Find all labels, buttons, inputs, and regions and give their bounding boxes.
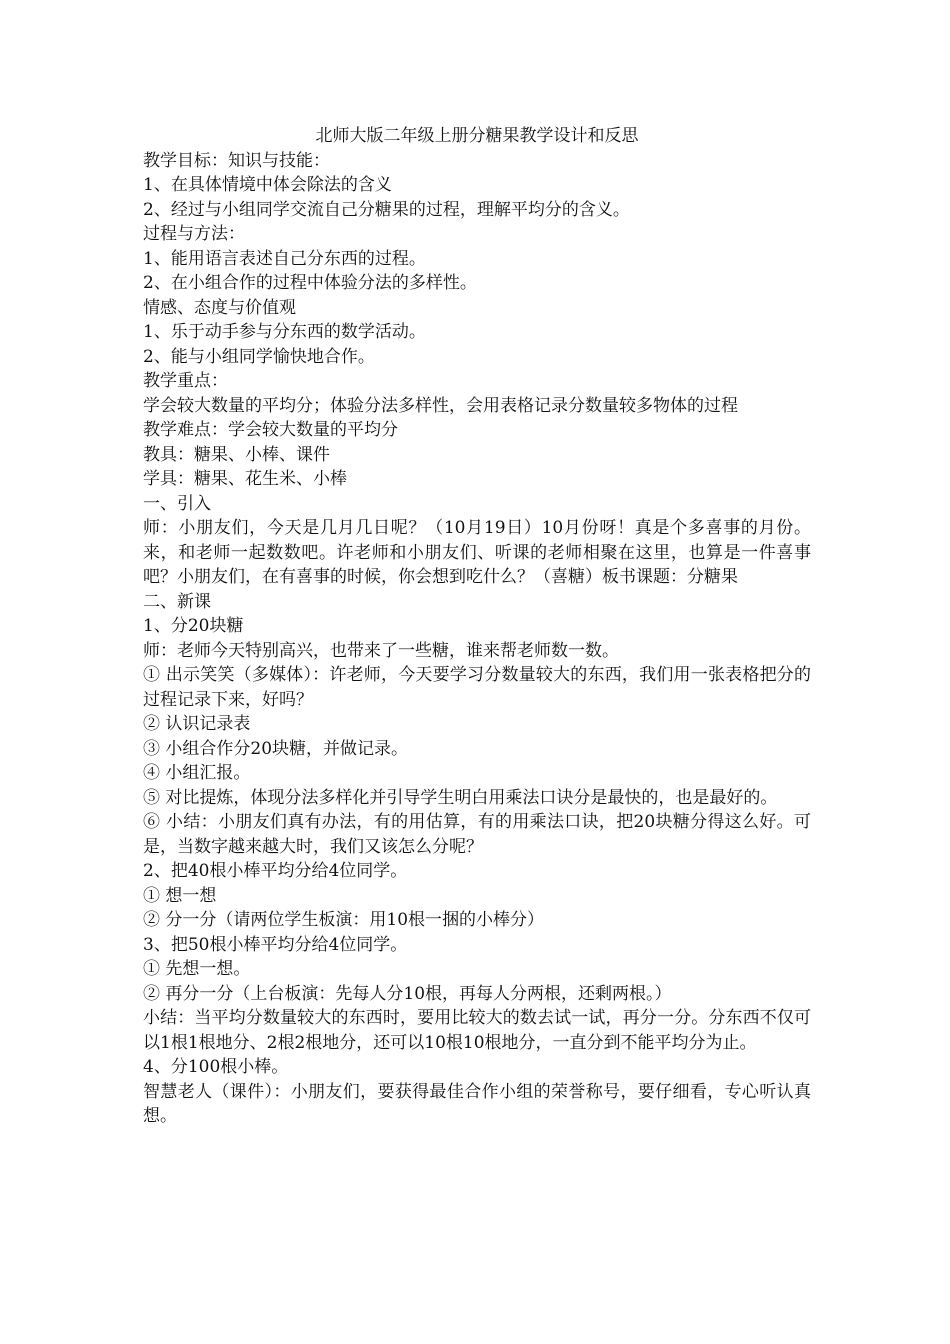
paragraph-wise-elder: 智慧老人（课件）：小朋友们，要获得最佳合作小组的荣誉称号，要仔细看，专心听认真想。 <box>143 1081 811 1126</box>
paragraph-process-heading: 过程与方法： <box>143 224 245 244</box>
document-title: 北师大版二年级上册分糖果教学设计和反思 <box>315 126 639 146</box>
paragraph-attitude-2: 2、能与小组同学愉快地合作。 <box>143 346 375 367</box>
paragraph-difficulty: 教学难点：学会较大数量的平均分 <box>143 420 398 440</box>
section-heading-new-lesson: 二、新课 <box>143 591 211 612</box>
paragraph-intro-dialogue: 师：小朋友们，今天是几月几日呢？（10月19日）10月份呀！真是个多喜事的月份。来，和老师一起数数吧。许老师和小朋友们、听课的老师相聚在这里，也算是一件喜事吧？小朋友们，在有喜事的时候，你会想到吃什么？（喜糖）板书课题：分糖果 <box>143 518 811 587</box>
paragraph-item-5: ⑤ 对比提炼，体现分法多样化并引导学生明白用乘法口诀分是最快的，也是最好的。 <box>143 787 778 808</box>
paragraph-key-points: 学会较大数量的平均分；体验分法多样性，会用表格记录分数量较多物体的过程 <box>143 395 738 416</box>
section-heading-intro: 一、引入 <box>143 493 211 514</box>
paragraph-objectives-heading: 教学目标：知识与技能： <box>143 150 330 171</box>
paragraph-step-2-think: ① 想一想 <box>143 885 217 906</box>
paragraph-process-2: 2、在小组合作的过程中体验分法的多样性。 <box>143 273 477 293</box>
paragraph-step-2-divide: ② 分一分（请两位学生板演：用10根一捆的小棒分） <box>143 910 545 930</box>
paragraph-teacher-line: 师：老师今天特别高兴，也带来了一些糖，谁来帮老师数一数。 <box>143 640 619 661</box>
paragraph-key-points-heading: 教学重点： <box>143 371 228 391</box>
paragraph-learning-aids: 学具：糖果、花生米、小棒 <box>143 469 347 489</box>
document-body <box>143 124 811 1129</box>
paragraph-item-6: ⑥ 小结：小朋友们真有办法，有的用估算，有的用乘法口诀，把20块糖分得这么好。可是，当数字越来越大时，我们又该怎么分呢？ <box>143 812 811 857</box>
paragraph-item-2: ② 认识记录表 <box>143 714 251 734</box>
paragraph-item-3: ③ 小组合作分20块糖，并做记录。 <box>143 738 409 759</box>
paragraph-step-3: 3、把50根小棒平均分给4位同学。 <box>143 934 408 955</box>
paragraph-step-3-think: ① 先想一想。 <box>143 959 251 979</box>
paragraph-step-1: 1、分20块糖 <box>143 616 244 636</box>
paragraph-step-3-divide: ② 再分一分（上台板演：先每人分10根，再每人分两根，还剩两根。） <box>143 983 672 1004</box>
paragraph-objective-2: 2、经过与小组同学交流自己分糖果的过程，理解平均分的含义。 <box>143 199 630 220</box>
paragraph-teaching-aids: 教具：糖果、小棒、课件 <box>143 444 330 465</box>
paragraph-item-4: ④ 小组汇报。 <box>143 763 251 783</box>
paragraph-item-1: ① 出示笑笑（多媒体）：许老师，今天要学习分数量较大的东西，我们用一张表格把分的过程记录下来，好吗？ <box>143 665 811 710</box>
paragraph-attitude-1: 1、乐于动手参与分东西的数学活动。 <box>143 322 426 342</box>
paragraph-process-1: 1、能用语言表述自己分东西的过程。 <box>143 248 426 269</box>
paragraph-summary: 小结：当平均分数量较大的东西时，要用比较大的数去试一试，再分一分。分东西不仅可以1根1根地分、2根2根地分，还可以10根10根地分，一直分到不能平均分为止。 <box>143 1008 811 1053</box>
paragraph-objective-1: 1、在具体情境中体会除法的含义 <box>143 175 392 195</box>
paragraph-step-4: 4、分100根小棒。 <box>143 1057 289 1077</box>
paragraph-attitude-heading: 情感、态度与价值观 <box>143 297 296 318</box>
paragraph-step-2: 2、把40根小棒平均分给4位同学。 <box>143 861 408 881</box>
